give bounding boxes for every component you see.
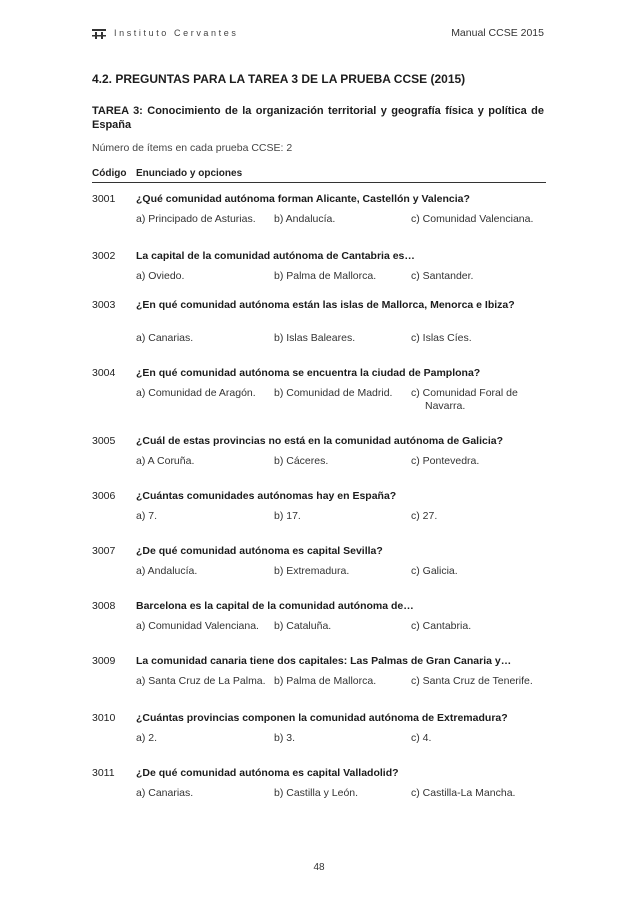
option-a: a) Andalucía. xyxy=(136,565,198,577)
institution-name: Instituto Cervantes xyxy=(114,28,239,38)
option-c: c) Comunidad Foral de xyxy=(411,387,518,399)
question-statement: ¿En qué comunidad autónoma están las islas de Mallorca, Menorca e Ibiza? xyxy=(136,299,515,311)
column-header-code: Código xyxy=(92,168,127,179)
option-b: b) Cataluña. xyxy=(274,620,332,632)
question-code: 3007 xyxy=(92,545,116,557)
question-statement: ¿De qué comunidad autónoma es capital Sevilla? xyxy=(136,545,383,557)
question-statement: ¿Qué comunidad autónoma forman Alicante, Castellón y Valencia? xyxy=(136,193,470,205)
question-statement: La capital de la comunidad autónoma de Cantabria es… xyxy=(136,250,415,262)
option-b: b) Comunidad de Madrid. xyxy=(274,387,393,399)
option-b: b) Palma de Mallorca. xyxy=(274,675,377,687)
question-code: 3004 xyxy=(92,367,116,379)
option-b: b) 17. xyxy=(274,510,301,522)
question-statement: La comunidad canaria tiene dos capitales: Las Palmas de Gran Canaria y… xyxy=(136,655,512,667)
option-a: a) Santa Cruz de La Palma. xyxy=(136,675,266,687)
option-c: c) Santa Cruz de Tenerife. xyxy=(411,675,533,687)
question-statement: ¿Cuántas provincias componen la comunidad autónoma de Extremadura? xyxy=(136,712,508,724)
question-statement: ¿De qué comunidad autónoma es capital Valladolid? xyxy=(136,767,399,779)
tarea-heading-line2: España xyxy=(92,119,132,131)
option-a: a) Canarias. xyxy=(136,332,194,344)
option-c: c) 27. xyxy=(411,510,438,522)
option-a: a) A Coruña. xyxy=(136,455,195,467)
question-code: 3001 xyxy=(92,193,116,205)
question-statement: ¿Cuál de estas provincias no está en la comunidad autónoma de Galicia? xyxy=(136,435,504,447)
page-header xyxy=(92,26,544,42)
question-statement: ¿En qué comunidad autónoma se encuentra la ciudad de Pamplona? xyxy=(136,367,481,379)
option-c: c) Islas Cíes. xyxy=(411,332,472,344)
page-number: 48 xyxy=(313,862,325,873)
question-code: 3003 xyxy=(92,299,116,311)
option-c: c) Cantabria. xyxy=(411,620,472,632)
question-code: 3008 xyxy=(92,600,116,612)
option-a: a) Principado de Asturias. xyxy=(136,213,256,225)
option-a: a) Comunidad de Aragón. xyxy=(136,387,256,399)
option-a: a) 7. xyxy=(136,510,158,522)
cervantes-logo-icon xyxy=(92,27,106,39)
question-code: 3010 xyxy=(92,712,116,724)
option-b: b) Cáceres. xyxy=(274,455,329,467)
option-c: c) Galicia. xyxy=(411,565,458,577)
option-b: b) Andalucía. xyxy=(274,213,336,225)
option-b: b) Palma de Mallorca. xyxy=(274,270,377,282)
question-code: 3002 xyxy=(92,250,116,262)
option-b: b) Castilla y León. xyxy=(274,787,359,799)
question-code: 3006 xyxy=(92,490,116,502)
question-statement: ¿Cuántas comunidades autónomas hay en España? xyxy=(136,490,397,502)
option-a: a) Comunidad Valenciana. xyxy=(136,620,259,632)
option-c: c) Comunidad Valenciana. xyxy=(411,213,534,225)
header-rule xyxy=(92,182,546,183)
option-b: b) Islas Baleares. xyxy=(274,332,356,344)
option-a: a) Canarias. xyxy=(136,787,194,799)
section-title: 4.2. PREGUNTAS PARA LA TAREA 3 DE LA PRUEBA CCSE (2015) xyxy=(92,72,466,86)
question-code: 3011 xyxy=(92,767,115,779)
option-b: b) Extremadura. xyxy=(274,565,350,577)
option-a: a) 2. xyxy=(136,732,158,744)
option-c: c) 4. xyxy=(411,732,432,744)
instituto-cervantes-logo xyxy=(92,27,238,39)
tarea-heading-line1: TAREA 3: Conocimiento de la organización territorial y geografía física y política de xyxy=(92,105,544,117)
question-code: 3005 xyxy=(92,435,116,447)
option-a: a) Oviedo. xyxy=(136,270,185,282)
option-c: c) Santander. xyxy=(411,270,474,282)
option-b: b) 3. xyxy=(274,732,296,744)
items-note: Número de ítems en cada prueba CCSE: 2 xyxy=(92,142,293,154)
column-header-statement: Enunciado y opciones xyxy=(136,168,243,179)
option-c: c) Pontevedra. xyxy=(411,455,480,467)
option-c-continuation: Navarra. xyxy=(425,400,466,412)
manual-title: Manual CCSE 2015 xyxy=(451,27,544,39)
question-code: 3009 xyxy=(92,655,116,667)
option-c: c) Castilla-La Mancha. xyxy=(411,787,516,799)
question-statement: Barcelona es la capital de la comunidad autónoma de… xyxy=(136,600,414,612)
